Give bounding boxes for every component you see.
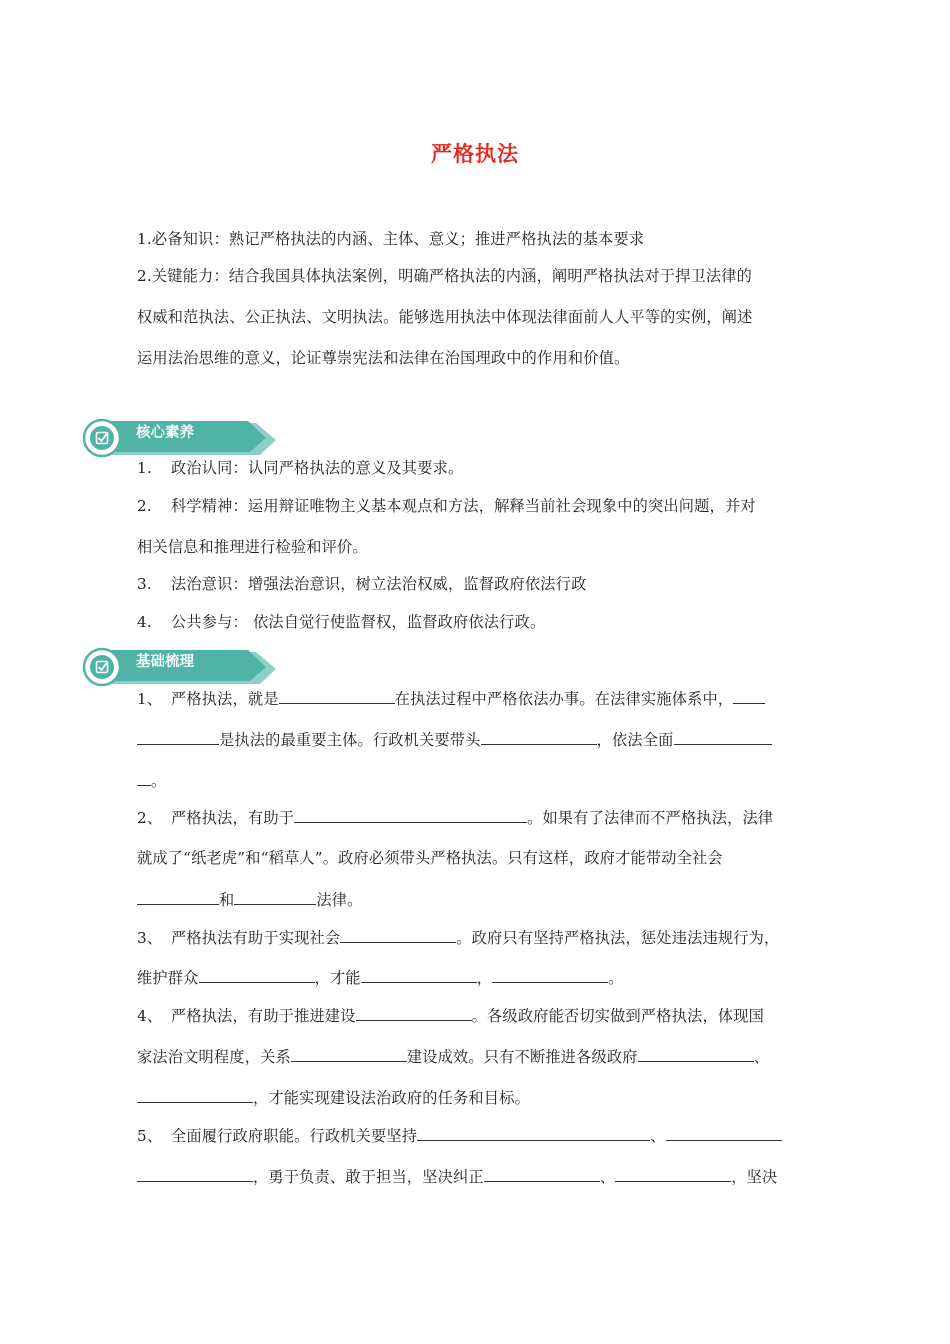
core-item-2: 2. 科学精神：运用辩证唯物主义基本观点和方法，解释当前社会现象中的突出问题，并对 (137, 497, 756, 515)
core-item-3: 3. 法治意识：增强法治意识，树立法治权威，监督政府依法行政 (137, 575, 587, 593)
fill-blank[interactable] (361, 967, 477, 983)
section-banner-core (80, 418, 280, 458)
intro-line-1: 1.必备知识：熟记严格执法的内涵、主体、意义；推进严格执法的基本要求 (137, 230, 645, 248)
page-title: 严格执法 (431, 142, 519, 166)
fill-blank[interactable] (294, 807, 527, 823)
fill-blank[interactable] (492, 967, 608, 983)
core-item-4: 4. 公共参与： 依法自觉行使监督权，监督政府依法行政。 (137, 613, 546, 631)
basic-q1-line-1: 1、 严格执法，就是 在执法过程中严格依法办事。在法律实施体系中， (137, 688, 765, 709)
basic-q2-line-1: 2、 严格执法，有助于 。如果有了法律而不严格执法，法律 (137, 809, 774, 827)
fill-blank[interactable] (199, 967, 315, 983)
fill-blank[interactable] (666, 1125, 782, 1141)
fill-blank[interactable] (733, 688, 765, 704)
fill-blank[interactable] (279, 688, 395, 704)
section-title-core: 核心素养 (136, 425, 194, 441)
basic-q3-line-2: 维护群众 ，才能 ， 。 (137, 969, 624, 987)
basic-q4-line-1: 4、 严格执法，有助于推进建设 。各级政府能否切实做到严格执法，体现国 (137, 1007, 765, 1025)
fill-blank[interactable] (137, 729, 219, 745)
basic-q5-line-2: ，勇于负责、敢于担当，坚决纠正 、 ，坚决 (137, 1166, 777, 1187)
basic-q2-line-2: 就成了“纸老虎”和“稻草人”。政府必须带头严格执法。只有这样，政府才能带动全社会 (137, 849, 723, 867)
section-title-basic: 基础梳理 (136, 654, 194, 670)
intro-line-2: 2.关键能力：结合我国具体执法案例，明确严格执法的内涵，阐明严格执法对于捍卫法律的 (137, 267, 753, 285)
fill-blank[interactable] (137, 1166, 253, 1182)
fill-blank[interactable] (638, 1046, 754, 1062)
fill-blank[interactable] (137, 1087, 253, 1103)
basic-q1-line-3: 。 (137, 770, 166, 791)
core-item-2-cont: 相关信息和推理进行检验和评价。 (137, 538, 368, 556)
intro-line-4: 运用法治思维的意义，论证尊崇宪法和法律在治国理政中的作用和价值。 (137, 349, 630, 367)
fill-blank[interactable] (484, 1166, 600, 1182)
fill-blank[interactable] (356, 1005, 472, 1021)
basic-q1-line-2: 是执法的最重要主体。行政机关要带头 ，依法全面 (137, 729, 772, 750)
fill-blank[interactable] (291, 1046, 407, 1062)
fill-blank[interactable] (137, 770, 151, 786)
fill-blank[interactable] (137, 889, 219, 905)
basic-q2-line-3: 和 法律。 (137, 889, 363, 910)
basic-q4-line-2: 家法治文明程度，关系 建设成效。只有不断推进各级政府 、 (137, 1048, 770, 1066)
core-item-1: 1. 政治认同：认同严格执法的意义及其要求。 (137, 459, 464, 477)
section-banner-basic (80, 647, 280, 687)
fill-blank[interactable] (481, 729, 597, 745)
basic-q3-line-1: 3、 严格执法有助于实现社会 。政府只有坚持严格执法，惩处违法违规行为， (137, 929, 780, 947)
fill-blank[interactable] (417, 1125, 650, 1141)
basic-q5-line-1: 5、 全面履行政府职能。行政机关要坚持 、 (137, 1125, 782, 1146)
fill-blank[interactable] (234, 889, 316, 905)
fill-blank[interactable] (615, 1166, 731, 1182)
basic-q4-line-3: ，才能实现建设法治政府的任务和目标。 (137, 1087, 530, 1108)
fill-blank[interactable] (340, 927, 456, 943)
fill-blank[interactable] (674, 729, 772, 745)
intro-line-3: 权威和范执法、公正执法、文明执法。能够选用执法中体现法律面前人人平等的实例，阐述 (137, 308, 753, 326)
